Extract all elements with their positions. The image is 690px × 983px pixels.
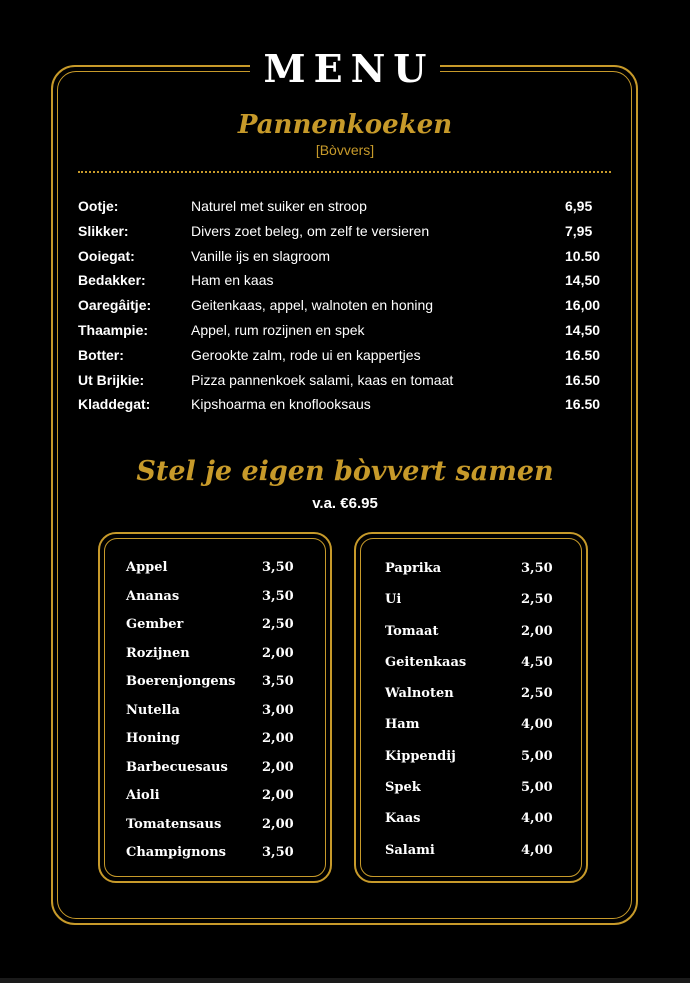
topping-price: 3,50 [262, 560, 294, 575]
pannenkoek-price: 16.50 [565, 346, 601, 363]
pannenkoek-item [78, 322, 603, 347]
pannenkoek-item [78, 272, 603, 297]
pannenkoek-price: 16,00 [565, 297, 601, 314]
pannenkoek-price: 16.50 [565, 371, 601, 388]
topping-name: Ui [385, 592, 402, 608]
left-toppings-list [126, 560, 306, 874]
topping-price: 3,50 [262, 845, 294, 860]
pannenkoek-item [78, 297, 603, 322]
pannenkoek-price: 16.50 [565, 396, 601, 413]
topping-name: Ananas [126, 588, 180, 604]
pannenkoek-name: Oaregâitje: [78, 297, 152, 314]
pannenkoek-item [78, 347, 603, 372]
topping-name: Rozijnen [126, 645, 190, 661]
topping-price: 2,50 [521, 686, 553, 702]
build-your-own-subtitle: v.a. €6.95 [312, 495, 378, 512]
topping-item [126, 845, 306, 874]
topping-price: 3,50 [262, 588, 294, 604]
topping-name: Barbecuesaus [126, 759, 228, 775]
pannenkoek-price: 10.50 [565, 247, 601, 264]
topping-price: 2,00 [262, 731, 294, 746]
pannenkoek-name: Bedakker: [78, 272, 146, 289]
topping-item [126, 560, 306, 589]
topping-item [385, 686, 565, 717]
topping-name: Tomaat [385, 623, 439, 639]
topping-item [126, 703, 306, 732]
topping-name: Champignons [126, 845, 226, 860]
pannenkoek-item [78, 198, 603, 223]
topping-name: Boerenjongens [126, 674, 236, 689]
topping-item [126, 589, 306, 618]
topping-price: 5,00 [521, 780, 553, 796]
topping-name: Salami [385, 842, 435, 858]
topping-price: 3,50 [521, 561, 553, 576]
topping-item [385, 655, 565, 686]
pannenkoek-name: Kladdegat: [78, 396, 151, 413]
build-your-own-title: Stel je eigen bòvvert samen [136, 456, 554, 487]
topping-price: 4,00 [521, 842, 553, 858]
topping-name: Paprika [385, 561, 442, 576]
pannenkoek-description: Geitenkaas, appel, walnoten en honing [191, 297, 434, 314]
topping-item [126, 817, 306, 846]
topping-item [385, 592, 565, 623]
pannenkoek-description: Vanille ijs en slagroom [191, 247, 331, 264]
topping-price: 4,00 [521, 811, 553, 827]
topping-item [385, 780, 565, 811]
topping-name: Tomatensaus [126, 816, 222, 832]
pannenkoek-price: 14,50 [565, 272, 601, 289]
topping-name: Nutella [126, 702, 180, 718]
pannenkoek-name: Ooiegat: [78, 247, 135, 264]
pannenkoek-name: Thaampie: [78, 321, 149, 338]
pannenkoek-name: Slikker: [78, 222, 129, 239]
right-toppings-list [385, 561, 565, 874]
topping-name: Aioli [126, 788, 160, 803]
pannenkoek-item [78, 248, 603, 273]
pannenkoek-item [78, 372, 603, 397]
bottom-edge-bar [0, 978, 690, 983]
topping-name: Spek [385, 780, 421, 796]
topping-price: 2,00 [262, 645, 294, 661]
pannenkoek-description: Kipshoarma en knoflooksaus [191, 396, 371, 413]
topping-name: Ham [385, 717, 420, 733]
pannenkoek-description: Gerookte zalm, rode ui en kappertjes [191, 346, 421, 363]
topping-item [385, 843, 565, 874]
topping-price: 2,50 [521, 592, 553, 608]
pannenkoeken-title: Pannenkoeken [237, 110, 453, 140]
menu-title: MENU [263, 45, 435, 91]
topping-item [126, 674, 306, 703]
dotted-divider [78, 171, 611, 173]
topping-name: Gember [126, 617, 184, 632]
pannenkoek-description: Naturel met suiker en stroop [191, 198, 367, 214]
pannenkoeken-list [78, 198, 603, 421]
pannenkoek-description: Pizza pannenkoek salami, kaas en tomaat [191, 371, 454, 388]
topping-price: 4,00 [521, 717, 553, 733]
topping-item [385, 624, 565, 655]
topping-item [126, 760, 306, 789]
topping-price: 3,00 [262, 702, 294, 718]
pannenkoek-name: Botter: [78, 346, 124, 363]
topping-item [385, 749, 565, 780]
topping-name: Honing [126, 731, 180, 746]
topping-name: Appel [126, 560, 168, 575]
topping-price: 2,00 [262, 816, 294, 832]
topping-item [126, 788, 306, 817]
topping-item [126, 731, 306, 760]
pannenkoek-price: 6,95 [565, 198, 593, 214]
pannenkoek-price: 7,95 [565, 222, 593, 239]
topping-price: 5,00 [521, 748, 553, 764]
topping-price: 2,00 [521, 623, 553, 639]
pannenkoek-price: 14,50 [565, 321, 601, 338]
topping-item [385, 561, 565, 592]
menu-title-wrap [250, 38, 440, 98]
topping-price: 2,00 [262, 759, 294, 775]
pannenkoek-description: Ham en kaas [191, 272, 274, 289]
topping-name: Walnoten [385, 686, 454, 702]
pannenkoek-description: Divers zoet beleg, om zelf te versieren [191, 222, 430, 239]
topping-name: Kippendij [385, 748, 456, 764]
pannenkoek-description: Appel, rum rozijnen en spek [191, 321, 365, 338]
topping-price: 2,50 [262, 617, 294, 632]
topping-item [126, 617, 306, 646]
topping-price: 2,00 [262, 788, 294, 803]
topping-item [126, 646, 306, 675]
topping-name: Kaas [385, 811, 421, 827]
topping-name: Geitenkaas [385, 654, 467, 670]
topping-price: 4,50 [521, 654, 553, 670]
topping-item [385, 717, 565, 748]
topping-item [385, 811, 565, 842]
pannenkoek-name: Ut Brijkie: [78, 371, 145, 388]
pannenkoek-item [78, 223, 603, 248]
pannenkoek-name: Ootje: [78, 198, 119, 214]
pannenkoeken-subtitle: [Bòvvers] [315, 142, 375, 158]
topping-price: 3,50 [262, 674, 294, 689]
pannenkoek-item [78, 396, 603, 421]
